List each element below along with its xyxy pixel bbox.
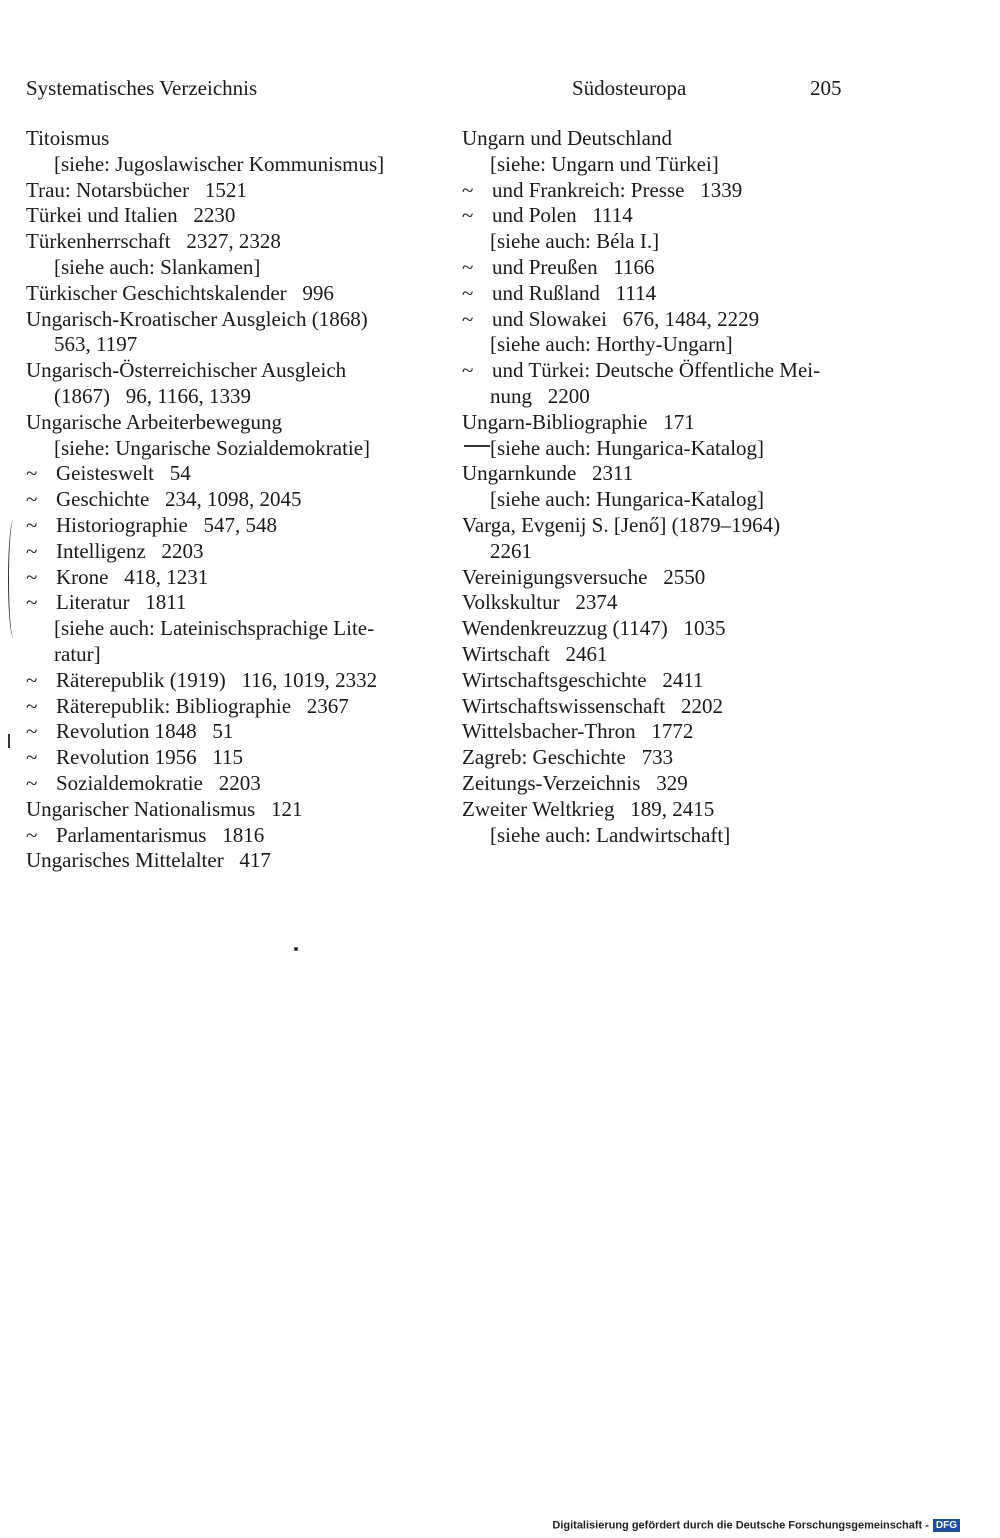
index-entry [462,565,862,591]
index-entry-text: Türkischer Geschichtskalender 996 [26,280,334,305]
index-entry-text: Titoismus [26,126,110,150]
index-entry [462,823,862,849]
index-entry [26,719,446,745]
index-entry [462,332,862,358]
margin-bracket-mark [8,520,19,638]
repeat-tilde: ~ [26,667,38,692]
index-entry [462,436,862,462]
index-entry-text: Wittelsbacher-Thron 1772 [462,719,694,744]
index-entry-text: Zagreb: Geschichte 733 [462,745,674,770]
index-entry-text: Volkskultur 2374 [462,590,618,615]
index-entry [462,203,862,229]
index-entry-text: Varga, Evgenij S. [Jenő] (1879–1964) [462,512,781,537]
index-entry [26,590,446,616]
index-entry [462,642,862,668]
index-entry-text: (1867) 96, 1166, 1339 [54,383,251,408]
index-entry [26,436,446,462]
index-entry-text: Revolution 1848 51 [56,719,234,744]
index-entry [462,384,862,410]
margin-underline-mark [464,445,490,447]
index-entry [26,745,446,771]
dfg-logo: DFG [933,1519,960,1532]
index-entry [26,823,446,849]
index-entry-text: Räterepublik: Bibliographie 2367 [56,693,349,718]
index-entry [462,358,862,384]
index-entry-text: [siehe auch: Hungarica-Katalog] [490,435,765,460]
repeat-tilde: ~ [462,358,474,383]
index-entry [462,281,862,307]
index-entry-text: Türkenherrschaft 2327, 2328 [26,229,281,254]
index-entry [462,513,862,539]
index-entry-text: Geschichte 234, 1098, 2045 [56,487,302,512]
index-entry-text: Türkei und Italien 2230 [26,203,236,228]
index-entry-text: und Rußland 1114 [492,280,657,305]
index-entry-text: Trau: Notarsbücher 1521 [26,177,247,202]
repeat-tilde: ~ [26,822,38,847]
index-entry-text: Ungarn-Bibliographie 171 [462,409,695,434]
repeat-tilde: ~ [26,538,38,563]
index-entry [26,461,446,487]
index-entry [462,694,862,720]
index-entry-text: ratur] [54,641,101,666]
index-entry-text: 563, 1197 [54,332,138,357]
index-entry [26,281,446,307]
index-entry [26,616,446,642]
index-entry [26,668,446,694]
index-entry-text: Wirtschaft 2461 [462,641,608,666]
index-entry-text: Geisteswelt 54 [56,461,191,486]
index-entry-text: Ungarnkunde 2311 [462,461,634,486]
index-entry-text: Ungarisches Mittelalter 417 [26,848,271,873]
repeat-tilde: ~ [26,461,38,486]
index-entry-text: Zeitungs-Verzeichnis 329 [462,770,688,795]
index-entry-text: Sozialdemokratie 2203 [56,770,261,795]
index-entry [462,461,862,487]
index-column-right [462,126,862,848]
index-entry [462,616,862,642]
index-entry-text: Parlamentarismus 1816 [56,822,265,847]
index-entry-text: [siehe auch: Béla I.] [490,229,660,254]
index-entry-text: 2261 [490,538,532,563]
digitization-footer [552,1519,960,1532]
index-entry [462,255,862,281]
index-entry [26,797,446,823]
index-entry [26,410,446,436]
index-entry-text: Wendenkreuzzug (1147) 1035 [462,616,726,641]
running-header-center: Südosteuropa [572,76,687,100]
index-entry-text: Krone 418, 1231 [56,564,209,589]
index-entry [462,126,862,152]
index-entry-text: Revolution 1956 115 [56,745,244,770]
index-entry [26,513,446,539]
index-entry-text: und Polen 1114 [492,203,633,228]
index-entry-text: Wirtschaftsgeschichte 2411 [462,667,704,692]
index-entry-text: Literatur 1811 [56,590,187,615]
speck-mark [294,947,298,951]
index-entry [26,126,446,152]
index-entry [462,797,862,823]
page-number: 205 [810,76,842,100]
index-entry-text: und Preußen 1166 [492,254,655,279]
index-entry-text: Ungarn und Deutschland [462,126,672,150]
index-entry [462,307,862,333]
index-entry [462,771,862,797]
margin-tick-mark [8,734,10,748]
index-entry [26,487,446,513]
index-entry-text: Ungarisch-Kroatischer Ausgleich (1868) [26,306,368,331]
index-entry [26,229,446,255]
index-entry [26,771,446,797]
index-entry [462,229,862,255]
index-entry-text: und Frankreich: Presse 1339 [492,177,743,202]
index-entry-text: nung 2200 [490,383,590,408]
index-entry-text: [siehe auch: Horthy-Ungarn] [490,332,733,357]
index-entry-text: und Slowakei 676, 1484, 2229 [492,306,760,331]
index-entry [26,255,446,281]
index-entry-text: Historiographie 547, 548 [56,512,278,537]
repeat-tilde: ~ [462,254,474,279]
index-entry-text: Ungarische Arbeiterbewegung [26,409,282,434]
repeat-tilde: ~ [26,745,38,770]
repeat-tilde: ~ [26,487,38,512]
running-header-left: Systematisches Verzeichnis [26,76,258,100]
index-entry-text: Ungarisch-Österreichischer Ausgleich [26,358,347,383]
repeat-tilde: ~ [26,590,38,615]
index-entry-text: und Türkei: Deutsche Öffentliche Mei- [492,358,821,383]
index-entry [26,565,446,591]
index-entry-text: [siehe: Jugoslawischer Kommunismus] [54,151,385,176]
index-entry [26,694,446,720]
index-entry-text: Vereinigungsversuche 2550 [462,564,706,589]
repeat-tilde: ~ [26,693,38,718]
index-entry [26,358,446,384]
footer-text: Digitalisierung gefördert durch die Deutsche Forschungsgemeinschaft - [552,1519,929,1532]
repeat-tilde: ~ [26,770,38,795]
index-entry [462,487,862,513]
repeat-tilde: ~ [462,177,474,202]
index-entry-text: [siehe: Ungarische Sozialdemokratie] [54,435,371,460]
index-entry [26,307,446,333]
index-entry [26,178,446,204]
index-entry [462,539,862,565]
index-entry [26,203,446,229]
index-entry-text: Zweiter Weltkrieg 189, 2415 [462,796,715,821]
index-entry [462,745,862,771]
repeat-tilde: ~ [26,719,38,744]
index-entry-text: Intelligenz 2203 [56,538,204,563]
index-entry [462,668,862,694]
index-entry [26,539,446,565]
repeat-tilde: ~ [462,203,474,228]
index-entry [462,590,862,616]
index-entry-text: [siehe auch: Lateinischsprachige Lite- [54,616,375,641]
index-entry [462,178,862,204]
index-entry-text: Ungarischer Nationalismus 121 [26,796,303,821]
index-entry [26,152,446,178]
index-entry-text: Wirtschaftswissenschaft 2202 [462,693,724,718]
index-entry [462,719,862,745]
index-entry-text: [siehe: Ungarn und Türkei] [490,151,719,176]
index-entry [26,384,446,410]
index-entry [462,410,862,436]
index-entry [26,332,446,358]
index-column-left [26,126,446,874]
repeat-tilde: ~ [462,280,474,305]
repeat-tilde: ~ [26,512,38,537]
index-entry [26,642,446,668]
repeat-tilde: ~ [462,306,474,331]
index-entry-text: [siehe auch: Landwirtschaft] [490,822,731,847]
index-entry-text: Räterepublik (1919) 116, 1019, 2332 [56,667,378,692]
index-entry-text: [siehe auch: Hungarica-Katalog] [490,487,765,512]
index-entry [26,848,446,874]
index-entry-text: [siehe auch: Slankamen] [54,254,261,279]
index-entry [462,152,862,178]
repeat-tilde: ~ [26,564,38,589]
